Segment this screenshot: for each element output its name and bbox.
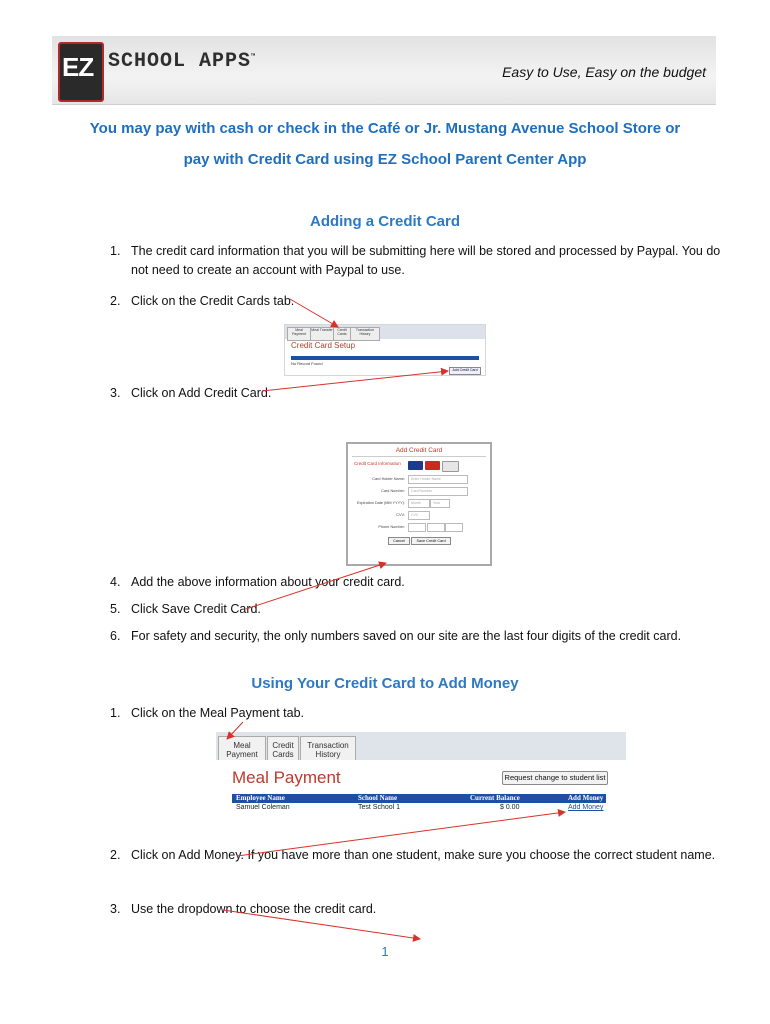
logo-ez: EZ [62, 52, 94, 82]
step-text: Click on Add Money. If you have more than one student, make sure you choose the correct student name. [131, 848, 716, 862]
school-name-cell: Test School 1 [358, 804, 401, 811]
tab-credit-cards[interactable]: Credit Cards [267, 736, 299, 760]
card-number-input[interactable]: Card Number [408, 487, 468, 496]
step-number: 4. [110, 575, 121, 589]
cancel-button[interactable]: Cancel [388, 537, 410, 545]
field-label: Phone Number: [378, 525, 405, 529]
expiry-year-select[interactable]: Year [430, 499, 450, 508]
step-number: 3. [110, 902, 121, 916]
step-number: 3. [110, 386, 121, 400]
column-header: Employee Name [236, 794, 285, 802]
save-credit-card-button[interactable]: Save Credit Card [411, 537, 451, 545]
arrow-credit-cards-tab [290, 299, 338, 327]
tab-transaction-history[interactable]: Transaction History [350, 327, 380, 341]
form-title: Add Credit Card [395, 447, 443, 454]
step-number: 1. [110, 244, 121, 258]
tab-credit-cards[interactable]: Credit Cards [333, 327, 351, 341]
column-header: Current Balance [470, 794, 520, 802]
step-number: 2. [110, 848, 121, 862]
step-text: Click Save Credit Card. [131, 602, 261, 616]
logo-text: SCHOOL APPS™ [108, 50, 257, 73]
balance-cell: $ 0.00 [500, 804, 520, 811]
tab-transaction-history[interactable]: Transaction History [300, 736, 356, 760]
field-label: Expiration Date (MM YYYY): [356, 501, 405, 505]
card-holder-name-input[interactable]: Enter Holder Name [408, 475, 468, 484]
arrow-add-credit-card [262, 371, 448, 391]
column-header: Add Money [568, 794, 604, 802]
arrow-save-credit-card [246, 563, 386, 609]
step-number: 6. [110, 629, 121, 643]
expiry-month-select[interactable]: Month [408, 499, 430, 508]
step-number: 5. [110, 602, 121, 616]
request-change-button[interactable]: Request change to student list [502, 771, 608, 785]
field-label: Card Number: [381, 489, 405, 493]
arrow-add-money [237, 812, 565, 856]
step-number: 2. [110, 294, 121, 308]
add-credit-card-button[interactable]: Add Credit Card [449, 367, 481, 375]
tab-meal-payment[interactable]: Meal Payment [218, 736, 266, 760]
section-heading-add-card: Adding a Credit Card [309, 213, 460, 230]
field-label: Card Holder Name: [372, 477, 405, 481]
step-text: For safety and security, the only numbers saved on our site are the last four digits of the credit card. [131, 629, 682, 643]
add-money-link[interactable]: Add Money [568, 804, 604, 811]
tab-meal-transfer[interactable]: Meal Transfer [310, 327, 334, 341]
section-heading-add-money: Using Your Credit Card to Add Money [251, 675, 519, 692]
credit-card-setup-title: Credit Card Setup [291, 341, 356, 350]
step-text: Use the dropdown to choose the credit card. [131, 902, 377, 916]
tab-meal-payment[interactable]: Meal Payment [287, 327, 311, 341]
step-text: The credit card information that you will be submitting here will be stored and processed by Paypal. You do not need to create an account with Paypal to use. [131, 244, 721, 277]
step-text: Click on the Credit Cards tab. [131, 294, 295, 308]
tagline: Easy to Use, Easy on the budget [502, 64, 706, 80]
no-records-text: No Record Found [291, 361, 323, 366]
arrow-dropdown [223, 910, 420, 939]
meal-payment-title: Meal Payment [232, 768, 341, 787]
step-text: Click on Add Credit Card. [131, 386, 272, 400]
step-text: Add the above information about your credit card. [131, 575, 405, 589]
step-text: Click on the Meal Payment tab. [131, 706, 304, 720]
column-header: School Name [358, 794, 398, 802]
card-info-label: Credit Card Information [354, 461, 401, 466]
cvv-input[interactable]: CVV [408, 511, 430, 520]
step-number: 1. [110, 706, 121, 720]
page-number: 1 [381, 944, 389, 959]
field-label: CVV: [396, 513, 405, 517]
intro-line-1: You may pay with cash or check in the Café or Jr. Mustang Avenue School Store or [89, 120, 681, 137]
intro-line-2: pay with Credit Card using EZ School Parent Center App [183, 151, 587, 168]
employee-name-cell: Samuel Coleman [236, 804, 290, 811]
arrow-meal-payment-tab [227, 722, 243, 739]
